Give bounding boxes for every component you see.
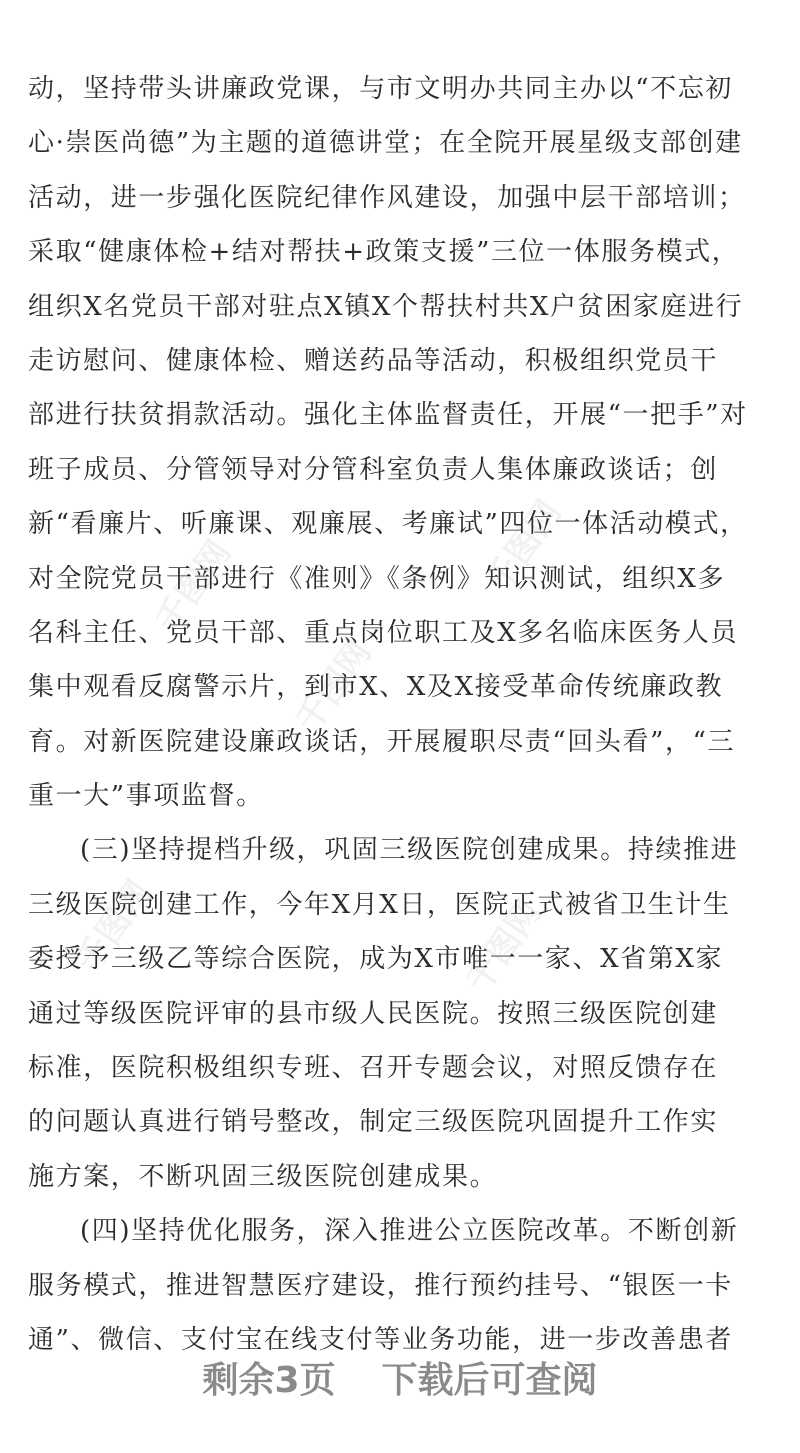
text-line: 新“看廉片、听廉课、观廉展、考廉试”四位一体活动模式，: [28, 509, 748, 540]
text-line: 施方案，不断巩固三级医院创建成果。: [28, 1161, 498, 1192]
watermark: 千图网: [478, 493, 570, 600]
text-line: 的问题认真进行销号整改，制定三级医院巩固提升工作实: [28, 1107, 719, 1138]
text-line: 心·崇医尚德”为主题的道德讲堂；在全院开展星级支部创建: [28, 128, 743, 159]
text-line: 通”、微信、支付宝在线支付等业务功能，进一步改善患者: [28, 1324, 733, 1355]
section-heading-line: (三)坚持提档升级，巩固三级医院创建成果。持续推进: [80, 835, 739, 866]
watermark: 千图网: [148, 533, 240, 640]
text-line: 动，坚持带头讲廉政党课，与市文明办共同主办以“不忘初: [28, 74, 733, 104]
download-prompt-banner[interactable]: [0, 1352, 800, 1403]
watermark: 千图网: [288, 633, 380, 740]
text-line: 通过等级医院评审的县市级人民医院。按照三级医院创建: [28, 998, 719, 1029]
text-line: 采取“健康体检+结对帮扶+政策支援”三位一体服务模式，: [28, 237, 740, 268]
watermark: 千图网: [458, 893, 550, 1000]
text-line: 班子成员、分管领导对分管科室负责人集体廉政谈话；创: [28, 454, 719, 485]
text-line: 育。对新医院建设廉政谈话，开展履职尽责“回头看”，“三: [28, 726, 736, 757]
download-to-view-text: 下载后可查阅: [381, 1360, 598, 1401]
remaining-pages-text: 剩余3页: [202, 1360, 336, 1401]
text-line: 三级医院创建工作，今年X月X日，医院正式被省卫生计生: [28, 889, 731, 920]
text-line: 走访慰问、健康体检、赠送药品等活动，积极组织党员干: [28, 345, 719, 376]
document-body: [28, 62, 778, 1367]
text-line: 标准，医院积极组织专班、召开专题会议，对照反馈存在: [28, 1053, 719, 1084]
text-line: 委授予三级乙等综合医院，成为X市唯一一家、X省第X家: [28, 944, 724, 975]
text-line: 重一大”事项监督。: [28, 781, 264, 812]
text-line: 名科主任、党员干部、重点岗位职工及X多名临床医务人员: [28, 617, 739, 648]
section-heading-line: (四)坚持优化服务，深入推进公立医院改革。不断创新: [80, 1216, 739, 1247]
text-line: 对全院党员干部进行《准则》《条例》知识测试，组织X多: [28, 563, 726, 594]
text-line: 活动，进一步强化医院纪律作风建设，加强中层干部培训；: [28, 182, 746, 213]
text-line: 集中观看反腐警示片，到市X、X及X接受革命传统廉政教: [28, 672, 724, 703]
text-line: 服务模式，推进智慧医疗建设，推行预约挂号、“银医一卡: [28, 1270, 733, 1301]
watermark: 千图网: [68, 873, 160, 980]
text-line: 组织X名党员干部对驻点X镇X个帮扶村共X户贫困家庭进行: [28, 291, 744, 322]
text-line: 部进行扶贫捐款活动。强化主体监督责任，开展“一把手”对: [28, 400, 748, 431]
